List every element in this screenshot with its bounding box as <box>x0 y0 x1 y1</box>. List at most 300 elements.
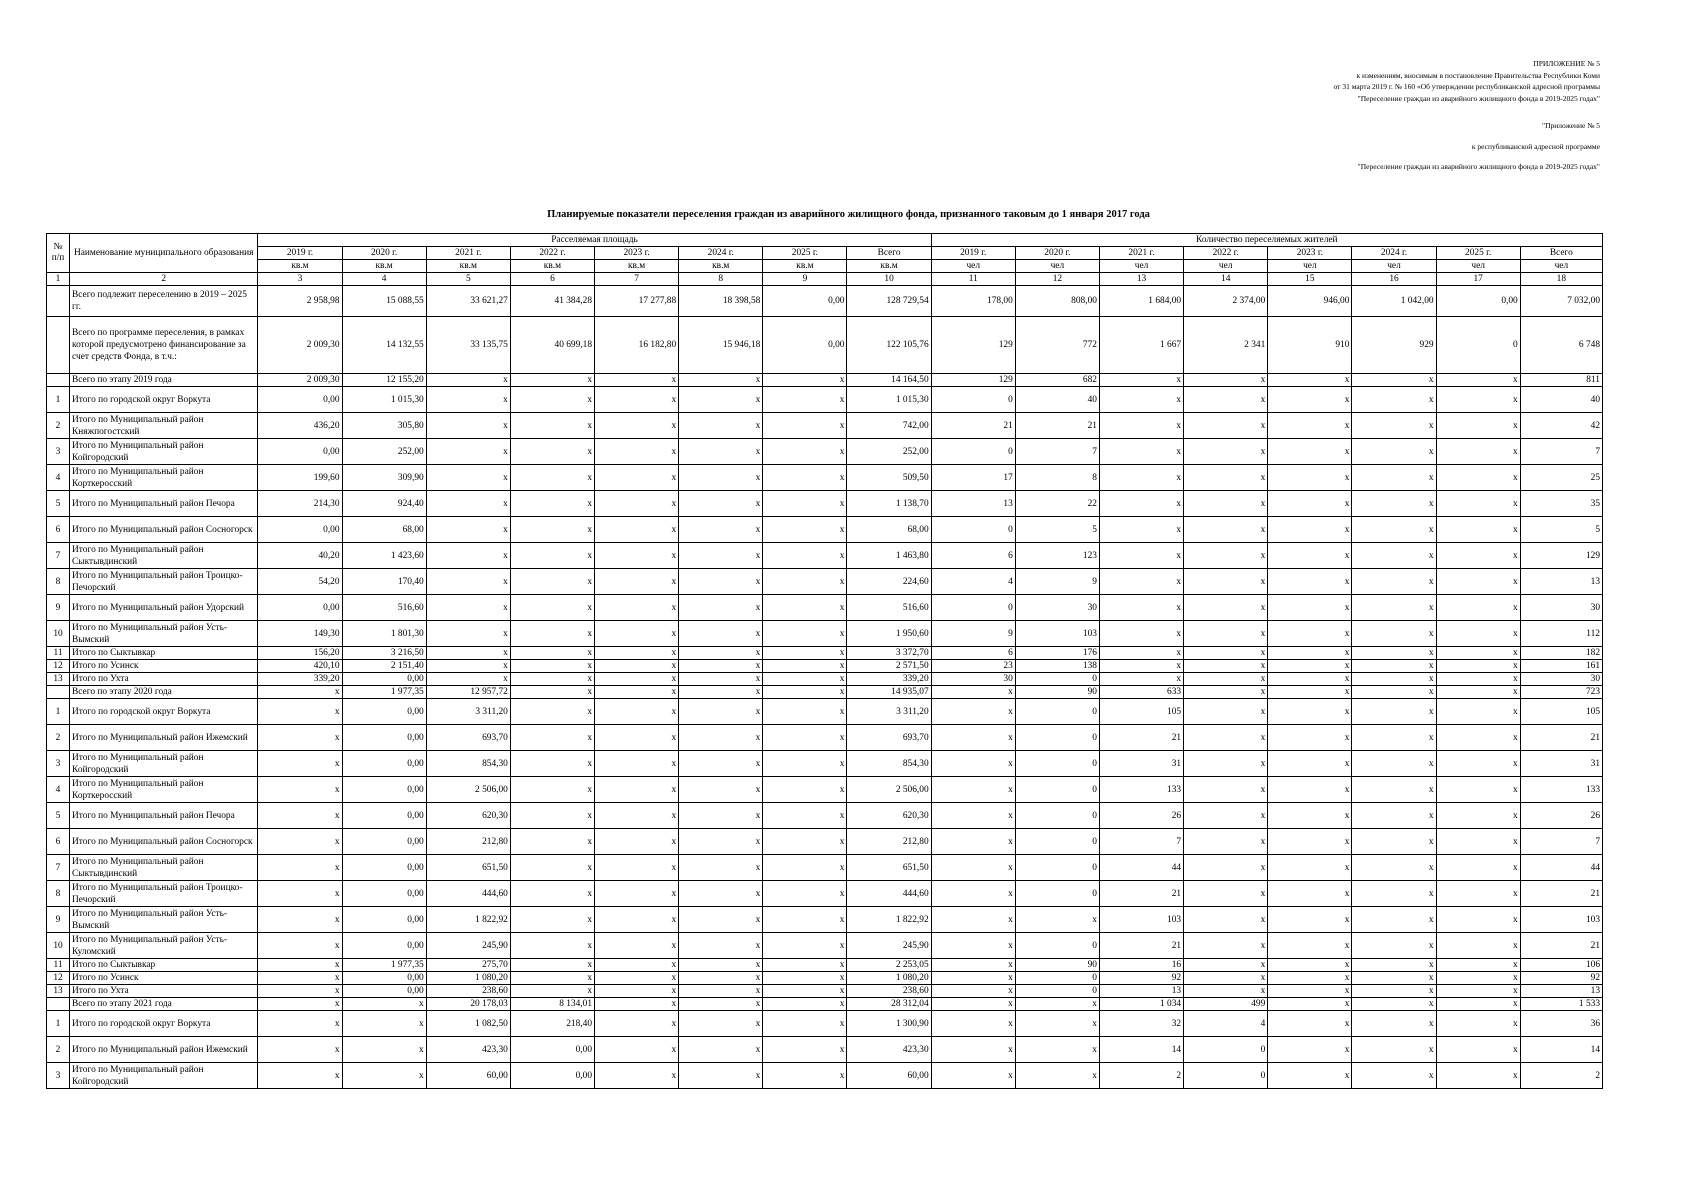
people-cell: 182 <box>1520 647 1602 660</box>
area-cell: 420,10 <box>258 660 342 673</box>
people-cell: x <box>1436 374 1520 387</box>
people-cell: x <box>1352 829 1436 855</box>
table-row <box>47 855 1603 881</box>
area-cell: x <box>426 517 510 543</box>
people-cell: x <box>1352 686 1436 699</box>
people-cell: 1 667 <box>1099 317 1183 374</box>
area-cell: x <box>679 686 763 699</box>
area-cell: 436,20 <box>258 413 342 439</box>
document-title: Планируемые показатели переселения граждан из аварийного жилищного фонда, признанного таковым до 1 января 2017 года <box>547 209 1150 220</box>
people-cell: x <box>1268 647 1352 660</box>
header-year-area: Всего <box>847 247 931 260</box>
area-cell: 33 621,27 <box>426 286 510 317</box>
area-cell: 0,00 <box>342 933 426 959</box>
area-cell: 17 277,88 <box>595 286 679 317</box>
table-row <box>47 465 1603 491</box>
area-cell: x <box>679 491 763 517</box>
area-cell: x <box>679 374 763 387</box>
header-unit-area: кв.м <box>510 260 594 273</box>
municipality-name: Итого по Муниципальный район Ижемский <box>70 725 258 751</box>
area-cell: x <box>258 972 342 985</box>
people-cell: x <box>1184 387 1268 413</box>
header-num: № п/п <box>47 234 70 273</box>
area-cell: x <box>763 881 847 907</box>
people-cell: x <box>1352 647 1436 660</box>
appendix-header <box>1180 58 1600 173</box>
people-cell: x <box>1436 621 1520 647</box>
row-number: 2 <box>47 1037 70 1063</box>
area-cell: x <box>510 569 594 595</box>
area-cell: x <box>595 933 679 959</box>
table-row <box>47 972 1603 985</box>
people-cell: 105 <box>1099 699 1183 725</box>
people-cell: x <box>1352 907 1436 933</box>
people-cell: x <box>1352 465 1436 491</box>
area-cell: 1 950,60 <box>847 621 931 647</box>
area-cell: x <box>679 569 763 595</box>
people-cell: x <box>1268 569 1352 595</box>
area-cell: x <box>679 387 763 413</box>
area-cell: x <box>426 660 510 673</box>
area-cell: 28 312,04 <box>847 998 931 1011</box>
people-cell: 26 <box>1520 803 1602 829</box>
area-cell: x <box>342 1011 426 1037</box>
people-cell: 133 <box>1520 777 1602 803</box>
area-cell: x <box>258 907 342 933</box>
area-cell: x <box>510 491 594 517</box>
area-cell: x <box>595 699 679 725</box>
people-cell: x <box>931 972 1015 985</box>
people-cell: x <box>1184 439 1268 465</box>
people-cell: x <box>1015 1037 1099 1063</box>
column-number: 14 <box>1184 273 1268 286</box>
area-cell: 1 015,30 <box>342 387 426 413</box>
people-cell: x <box>1352 673 1436 686</box>
area-cell: x <box>595 595 679 621</box>
area-cell: 1 822,92 <box>847 907 931 933</box>
people-cell: 0 <box>931 517 1015 543</box>
people-cell: x <box>1436 829 1520 855</box>
people-cell: 44 <box>1520 855 1602 881</box>
people-cell: x <box>1436 998 1520 1011</box>
people-cell: x <box>931 959 1015 972</box>
area-cell: x <box>258 1011 342 1037</box>
people-cell: x <box>1099 543 1183 569</box>
people-cell: x <box>1268 998 1352 1011</box>
people-cell: 0 <box>1015 933 1099 959</box>
area-cell: 15 088,55 <box>342 286 426 317</box>
people-cell: 129 <box>931 374 1015 387</box>
row-number: 5 <box>47 491 70 517</box>
area-cell: x <box>426 595 510 621</box>
area-cell: 1 080,20 <box>847 972 931 985</box>
area-cell: x <box>679 985 763 998</box>
area-cell: x <box>595 1037 679 1063</box>
column-number: 11 <box>931 273 1015 286</box>
area-cell: 0,00 <box>510 1037 594 1063</box>
people-cell: 2 <box>1099 1063 1183 1089</box>
people-cell: 30 <box>1520 673 1602 686</box>
area-cell: x <box>679 725 763 751</box>
people-cell: x <box>1436 907 1520 933</box>
area-cell: 252,00 <box>342 439 426 465</box>
area-cell: x <box>679 803 763 829</box>
area-cell: 212,80 <box>847 829 931 855</box>
people-cell: x <box>1436 647 1520 660</box>
people-cell: 7 <box>1520 439 1602 465</box>
area-cell: x <box>510 374 594 387</box>
row-number: 9 <box>47 595 70 621</box>
municipality-name: Итого по Муниципальный район Сосногорск <box>70 517 258 543</box>
people-cell: x <box>1352 413 1436 439</box>
area-cell: x <box>763 803 847 829</box>
row-number: 6 <box>47 517 70 543</box>
municipality-name: Итого по Муниципальный район Княжпогостский <box>70 413 258 439</box>
people-cell: x <box>1352 777 1436 803</box>
people-cell: 499 <box>1184 998 1268 1011</box>
area-cell: 0,00 <box>258 439 342 465</box>
people-cell: x <box>1352 543 1436 569</box>
area-cell: 170,40 <box>342 569 426 595</box>
row-number: 12 <box>47 660 70 673</box>
area-cell: 40,20 <box>258 543 342 569</box>
area-cell: 54,20 <box>258 569 342 595</box>
people-cell: x <box>1352 374 1436 387</box>
people-cell: 21 <box>1099 725 1183 751</box>
municipality-name: Итого по Муниципальный район Сосногорск <box>70 829 258 855</box>
area-cell: x <box>595 829 679 855</box>
area-cell: 742,00 <box>847 413 931 439</box>
appendix-line-4: "Приложение № 5 <box>1542 121 1600 130</box>
area-cell: 0,00 <box>258 387 342 413</box>
people-cell: x <box>1268 374 1352 387</box>
table-row <box>47 985 1603 998</box>
municipality-name: Итого по Муниципальный район Печора <box>70 803 258 829</box>
area-cell: 40 699,18 <box>510 317 594 374</box>
people-cell: 0 <box>1015 699 1099 725</box>
people-cell: 633 <box>1099 686 1183 699</box>
row-number: 4 <box>47 777 70 803</box>
area-cell: x <box>258 699 342 725</box>
people-cell: 0 <box>931 387 1015 413</box>
header-area-group: Расселяемая площадь <box>258 234 931 247</box>
area-cell: x <box>510 699 594 725</box>
people-cell: 0 <box>1015 803 1099 829</box>
area-cell: 60,00 <box>847 1063 931 1089</box>
area-cell: x <box>595 907 679 933</box>
people-cell: x <box>1184 413 1268 439</box>
people-cell: x <box>1268 751 1352 777</box>
municipality-name: Всего подлежит переселению в 2019 – 2025 гг. <box>70 286 258 317</box>
people-cell: 14 <box>1099 1037 1183 1063</box>
people-cell: x <box>1436 517 1520 543</box>
people-cell: 9 <box>931 621 1015 647</box>
area-cell: 212,80 <box>426 829 510 855</box>
people-cell: 30 <box>1520 595 1602 621</box>
people-cell: x <box>1268 972 1352 985</box>
people-cell: 32 <box>1099 1011 1183 1037</box>
area-cell: 0,00 <box>342 751 426 777</box>
area-cell: x <box>510 907 594 933</box>
header-year-people: 2019 г. <box>931 247 1015 260</box>
area-cell: 509,50 <box>847 465 931 491</box>
people-cell: 0 <box>1015 985 1099 998</box>
people-cell: x <box>1268 725 1352 751</box>
people-cell: x <box>1184 725 1268 751</box>
area-cell: x <box>595 673 679 686</box>
area-cell: 14 164,50 <box>847 374 931 387</box>
people-cell: x <box>931 1037 1015 1063</box>
table-row <box>47 660 1603 673</box>
row-number: 5 <box>47 803 70 829</box>
people-cell: x <box>1352 1011 1436 1037</box>
people-cell: x <box>1184 777 1268 803</box>
people-cell: 44 <box>1099 855 1183 881</box>
area-cell: x <box>763 751 847 777</box>
people-cell: x <box>1184 569 1268 595</box>
area-cell: x <box>510 803 594 829</box>
people-cell: x <box>1436 1037 1520 1063</box>
area-cell: 1 080,20 <box>426 972 510 985</box>
area-cell: x <box>763 985 847 998</box>
area-cell: 2 151,40 <box>342 660 426 673</box>
area-cell: x <box>763 517 847 543</box>
area-cell: x <box>679 933 763 959</box>
area-cell: 0,00 <box>342 855 426 881</box>
people-cell: 808,00 <box>1015 286 1099 317</box>
area-cell: 854,30 <box>426 751 510 777</box>
area-cell: 620,30 <box>426 803 510 829</box>
area-cell: x <box>426 491 510 517</box>
municipality-name: Итого по Муниципальный район Койгородский <box>70 439 258 465</box>
people-cell: 30 <box>1015 595 1099 621</box>
area-cell: x <box>510 673 594 686</box>
people-cell: x <box>931 881 1015 907</box>
area-cell: 854,30 <box>847 751 931 777</box>
area-cell: 33 135,75 <box>426 317 510 374</box>
column-number: 12 <box>1015 273 1099 286</box>
municipality-name: Итого по Муниципальный район Троицко-Печорский <box>70 569 258 595</box>
area-cell: x <box>258 725 342 751</box>
area-cell: 41 384,28 <box>510 286 594 317</box>
people-cell: x <box>931 998 1015 1011</box>
people-cell: x <box>931 907 1015 933</box>
people-cell: 0 <box>1015 777 1099 803</box>
area-cell: x <box>763 543 847 569</box>
people-cell: x <box>1184 751 1268 777</box>
area-cell: 275,70 <box>426 959 510 972</box>
area-cell: 8 134,01 <box>510 998 594 1011</box>
people-cell: x <box>1184 465 1268 491</box>
municipality-name: Итого по Муниципальный район Сыктывдинский <box>70 543 258 569</box>
people-cell: x <box>1099 517 1183 543</box>
area-cell: 1 082,50 <box>426 1011 510 1037</box>
table-row <box>47 829 1603 855</box>
people-cell: x <box>1352 803 1436 829</box>
people-cell: 2 341 <box>1184 317 1268 374</box>
people-cell: x <box>1436 673 1520 686</box>
people-cell: 13 <box>1520 569 1602 595</box>
people-cell: x <box>1436 595 1520 621</box>
people-cell: 0 <box>1015 881 1099 907</box>
column-number: 6 <box>510 273 594 286</box>
area-cell: x <box>679 660 763 673</box>
people-cell: x <box>1352 881 1436 907</box>
area-cell: x <box>258 855 342 881</box>
area-cell: x <box>595 647 679 660</box>
area-cell: 245,90 <box>847 933 931 959</box>
area-cell: 0,00 <box>342 699 426 725</box>
people-cell: 112 <box>1520 621 1602 647</box>
area-cell: x <box>763 569 847 595</box>
people-cell: 21 <box>1099 881 1183 907</box>
people-cell: 1 684,00 <box>1099 286 1183 317</box>
area-cell: x <box>763 660 847 673</box>
area-cell: 651,50 <box>847 855 931 881</box>
area-cell: 3 216,50 <box>342 647 426 660</box>
people-cell: x <box>1184 803 1268 829</box>
row-number: 2 <box>47 413 70 439</box>
row-number: 10 <box>47 933 70 959</box>
people-cell: 0 <box>1015 673 1099 686</box>
people-cell: 0 <box>931 595 1015 621</box>
people-cell: x <box>1436 725 1520 751</box>
municipality-name: Итого по Сыктывкар <box>70 647 258 660</box>
people-cell: 0 <box>1015 829 1099 855</box>
area-cell: 224,60 <box>847 569 931 595</box>
area-cell: 423,30 <box>847 1037 931 1063</box>
people-cell: x <box>1184 881 1268 907</box>
row-number: 1 <box>47 1011 70 1037</box>
people-cell: x <box>1184 959 1268 972</box>
area-cell: x <box>595 1063 679 1089</box>
people-cell: x <box>1268 491 1352 517</box>
people-cell: x <box>1352 439 1436 465</box>
row-number <box>47 286 70 317</box>
area-cell: x <box>342 1063 426 1089</box>
area-cell: x <box>763 621 847 647</box>
area-cell: 0,00 <box>342 881 426 907</box>
header-unit-area: кв.м <box>258 260 342 273</box>
area-cell: 2 571,50 <box>847 660 931 673</box>
area-cell: x <box>679 465 763 491</box>
area-cell: 128 729,54 <box>847 286 931 317</box>
area-cell: 0,00 <box>258 517 342 543</box>
table-row <box>47 725 1603 751</box>
municipality-name: Итого по Сыктывкар <box>70 959 258 972</box>
people-cell: 0 <box>1436 317 1520 374</box>
people-cell: x <box>1268 673 1352 686</box>
area-cell: x <box>679 413 763 439</box>
header-year-area: 2022 г. <box>510 247 594 260</box>
area-cell: x <box>679 855 763 881</box>
people-cell: 21 <box>1520 881 1602 907</box>
area-cell: x <box>763 907 847 933</box>
table-row <box>47 1037 1603 1063</box>
area-cell: x <box>763 647 847 660</box>
area-cell: x <box>258 959 342 972</box>
people-cell: 946,00 <box>1268 286 1352 317</box>
people-cell: x <box>931 933 1015 959</box>
area-cell: 245,90 <box>426 933 510 959</box>
people-cell: 723 <box>1520 686 1602 699</box>
table-row <box>47 881 1603 907</box>
area-cell: x <box>595 686 679 699</box>
people-cell: x <box>1184 374 1268 387</box>
area-cell: 18 398,58 <box>679 286 763 317</box>
header-year-people: 2021 г. <box>1099 247 1183 260</box>
area-cell: 2 958,98 <box>258 286 342 317</box>
area-cell: 199,60 <box>258 465 342 491</box>
area-cell: 339,20 <box>258 673 342 686</box>
area-cell: x <box>595 803 679 829</box>
area-cell: x <box>595 517 679 543</box>
people-cell: x <box>1268 517 1352 543</box>
area-cell: x <box>258 777 342 803</box>
table-row <box>47 286 1603 317</box>
people-cell: x <box>1184 491 1268 517</box>
appendix-line-6: "Переселение граждан из аварийного жилищного фонда в 2019-2025 годах" <box>1357 162 1600 171</box>
resettlement-table <box>46 233 1603 1089</box>
people-cell: x <box>931 699 1015 725</box>
area-cell: 156,20 <box>258 647 342 660</box>
header-year-people: 2023 г. <box>1268 247 1352 260</box>
area-cell: x <box>595 491 679 517</box>
municipality-name: Итого по Муниципальный район Печора <box>70 491 258 517</box>
row-number: 1 <box>47 699 70 725</box>
area-cell: x <box>595 621 679 647</box>
column-number: 4 <box>342 273 426 286</box>
appendix-line-2: от 31 марта 2019 г. № 160 «Об утверждении республиканской адресной программы <box>1333 82 1600 91</box>
table-row <box>47 1011 1603 1037</box>
area-cell: 0,00 <box>342 829 426 855</box>
area-cell: x <box>763 673 847 686</box>
area-cell: 0,00 <box>510 1063 594 1089</box>
header-unit-area: кв.м <box>763 260 847 273</box>
area-cell: x <box>595 725 679 751</box>
people-cell: 90 <box>1015 959 1099 972</box>
people-cell: x <box>1015 1063 1099 1089</box>
area-cell: x <box>679 621 763 647</box>
people-cell: 9 <box>1015 569 1099 595</box>
header-unit-people: чел <box>1015 260 1099 273</box>
people-cell: 17 <box>931 465 1015 491</box>
area-cell: x <box>510 387 594 413</box>
area-cell: x <box>510 465 594 491</box>
people-cell: x <box>1436 387 1520 413</box>
people-cell: 929 <box>1352 317 1436 374</box>
people-cell: 26 <box>1099 803 1183 829</box>
area-cell: x <box>763 439 847 465</box>
area-cell: x <box>595 972 679 985</box>
header-unit-people: чел <box>931 260 1015 273</box>
people-cell: x <box>931 803 1015 829</box>
people-cell: x <box>1268 829 1352 855</box>
area-cell: 423,30 <box>426 1037 510 1063</box>
area-cell: 2 506,00 <box>426 777 510 803</box>
people-cell: x <box>1268 1011 1352 1037</box>
people-cell: x <box>1436 1063 1520 1089</box>
area-cell: 12 957,72 <box>426 686 510 699</box>
area-cell: 1 138,70 <box>847 491 931 517</box>
people-cell: x <box>1184 829 1268 855</box>
column-number: 18 <box>1520 273 1602 286</box>
people-cell: 0,00 <box>1436 286 1520 317</box>
area-cell: 1 300,90 <box>847 1011 931 1037</box>
people-cell: 36 <box>1520 1011 1602 1037</box>
people-cell: 6 <box>931 543 1015 569</box>
people-cell: 178,00 <box>931 286 1015 317</box>
